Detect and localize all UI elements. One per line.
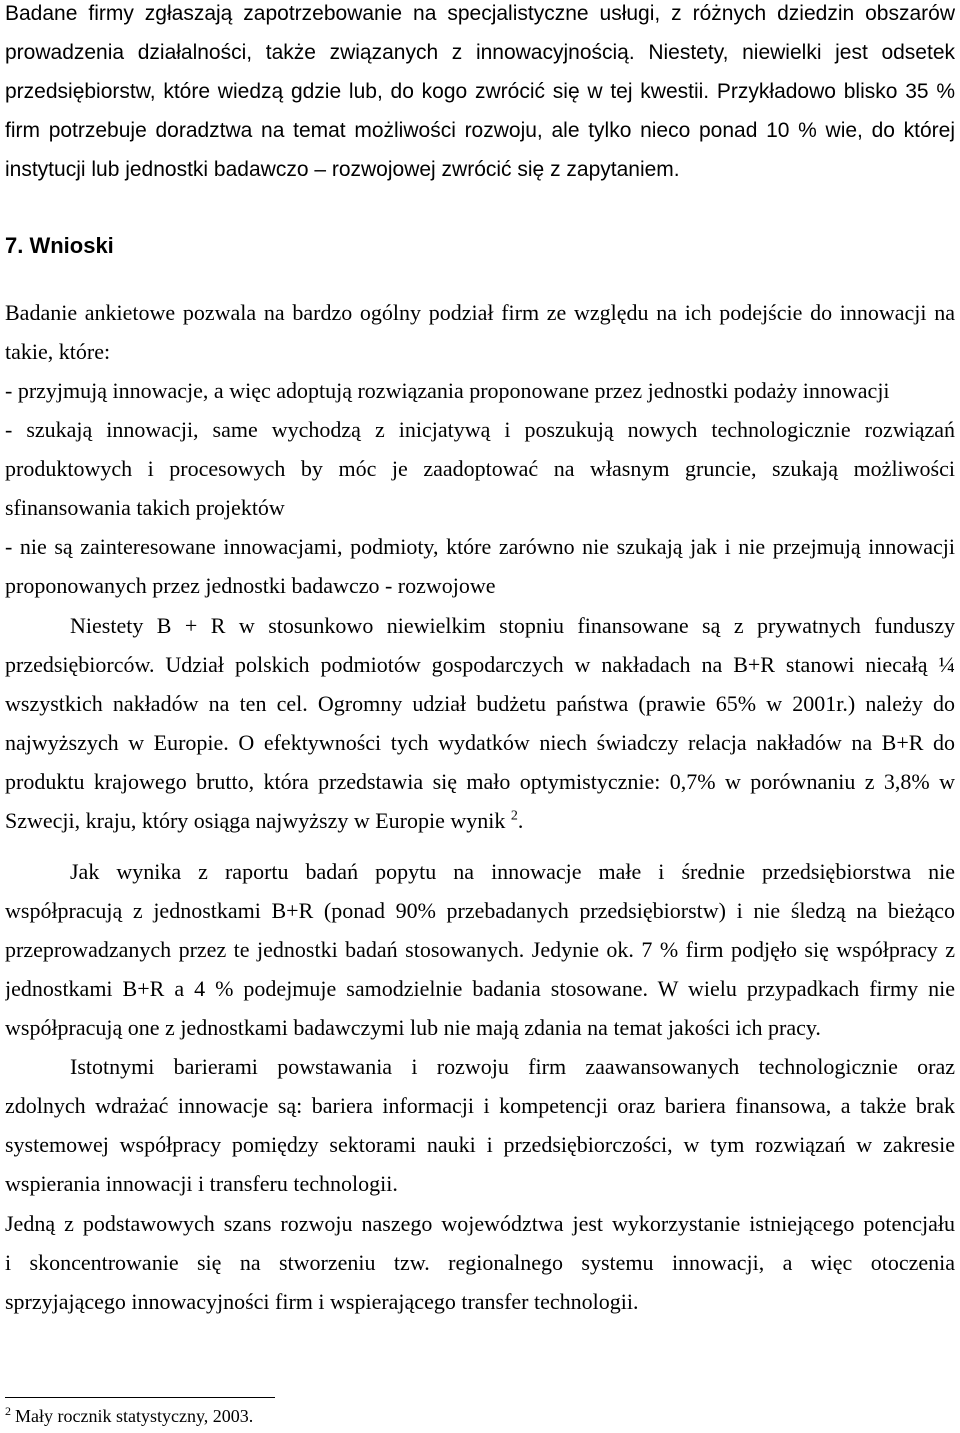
bullet-item <box>5 410 955 527</box>
text-line: produktowych i procesowych by móc je zaadoptować na własnym gruncie, szukają możliwości <box>5 456 955 481</box>
paragraph <box>5 293 955 371</box>
text-line: Istotnymi barierami powstawania i rozwoju firm zaawansowanych technologicznie oraz <box>70 1054 955 1079</box>
paragraph <box>5 852 955 1047</box>
text-line: - szukają innowacji, same wychodzą z inicjatywą i poszukują nowych technologicznie rozwiązań <box>5 417 955 442</box>
paragraph <box>5 1204 955 1321</box>
text-line: instytucji lub jednostki badawczo – rozwojowej zwrócić się z zapytaniem. <box>5 158 680 181</box>
footnote <box>5 1404 605 1428</box>
text-line-end: . <box>517 808 524 833</box>
text-line: wspierania innowacji i transferu technologii. <box>5 1171 398 1196</box>
text-line: produktu krajowego brutto, która przedstawia się mało optymistycznie: 0,7% w porównaniu z 3,8% w <box>5 769 955 794</box>
text-line: sfinansowania takich projektów <box>5 495 285 520</box>
text-line: firm potrzebuje doradztwa na temat możliwości rozwoju, ale tylko nieco ponad 10 % wie, do której <box>5 119 955 142</box>
text-line: współpracują one z jednostkami badawczymi lub nie mają zdania na temat jakości ich pracy. <box>5 1015 821 1040</box>
text-line: i skoncentrowanie się na stworzeniu tzw. regionalnego systemu innowacji, a więc otoczenia <box>5 1250 955 1275</box>
text-line: takie, które: <box>5 339 111 364</box>
paragraph <box>5 1047 955 1203</box>
text-line: systemowej współpracy pomiędzy sektorami nauki i przedsiębiorczości, w tym rozwiązań w zakresie <box>5 1132 955 1157</box>
bullet-item <box>5 371 955 410</box>
text-line: wszystkich nakładów na ten cel. Ogromny udział budżetu państwa (prawie 65% w 2001r.) należy do <box>5 691 955 716</box>
text-line <box>5 801 955 840</box>
text-line: Badane firmy zgłaszają zapotrzebowanie na specjalistyczne usługi, z różnych dziedzin obszarów <box>5 2 955 25</box>
footnote-mark: 2 <box>5 1404 11 1418</box>
footnote-text: Mały rocznik statystyczny, 2003. <box>15 1406 254 1426</box>
text-line: prowadzenia działalności, także związanych z innowacyjnością. Niestety, niewielki jest odsetek <box>5 41 955 64</box>
text-line: - nie są zainteresowane innowacjami, podmioty, które zarówno nie szukają jak i nie przejmują innowacji <box>5 534 955 559</box>
text-line: przeprowadzanych przez te jednostki badań stosowanych. Jedynie ok. 7 % firm podjęło się współpracy z <box>5 937 955 962</box>
text-line: najwyższych w Europie. O efektywności tych wydatków niech świadczy relacja nakładów na B+R do <box>5 730 955 755</box>
text-line: proponowanych przez jednostki badawczo - rozwojowe <box>5 573 496 598</box>
text-line: - przyjmują innowacje, a więc adoptują rozwiązania proponowane przez jednostki podaży innowacji <box>5 378 890 403</box>
section-heading: 7. Wnioski <box>5 233 114 258</box>
intro-paragraph <box>5 0 955 189</box>
text-line: sprzyjającego innowacyjności firm i wspierającego transfer technologii. <box>5 1289 639 1314</box>
text-line: Jak wynika z raportu badań popytu na innowacje małe i średnie przedsiębiorstwa nie <box>70 859 955 884</box>
footnote-ref: 2 <box>510 808 518 824</box>
text-line: Badanie ankietowe pozwala na bardzo ogólny podział firm ze względu na ich podejście do innowacji na <box>5 300 955 325</box>
text-line: Jedną z podstawowych szans rozwoju naszego województwa jest wykorzystanie istniejącego potencjału <box>5 1211 955 1236</box>
text-line-content: Szwecji, kraju, który osiąga najwyższy w Europie wynik <box>5 808 511 833</box>
text-line: przedsiębiorców. Udział polskich podmiotów gospodarczych w nakładach na B+R stanowi niecałą ¼ <box>5 652 955 677</box>
text-line: współpracują z jednostkami B+R (ponad 90% przebadanych przedsiębiorstw) i nie śledzą na bieżąco <box>5 898 955 923</box>
text-line: Niestety B + R w stosunkowo niewielkim stopniu finansowane są z prywatnych funduszy <box>70 613 955 638</box>
text-line: zdolnych wdrażać innowacje są: bariera informacji i kompetencji oraz bariera finansowa, a także brak <box>5 1093 955 1118</box>
text-line: przedsiębiorstw, które wiedzą gdzie lub, do kogo zwrócić się w tej kwestii. Przykładowo blisko 35 % <box>5 80 955 103</box>
text-line: jednostkami B+R a 4 % podejmuje samodzielnie badania stosowane. W wielu przypadkach firmy nie <box>5 976 955 1001</box>
paragraph <box>5 606 955 840</box>
bullet-item <box>5 527 955 605</box>
footnote-rule <box>5 1397 275 1398</box>
